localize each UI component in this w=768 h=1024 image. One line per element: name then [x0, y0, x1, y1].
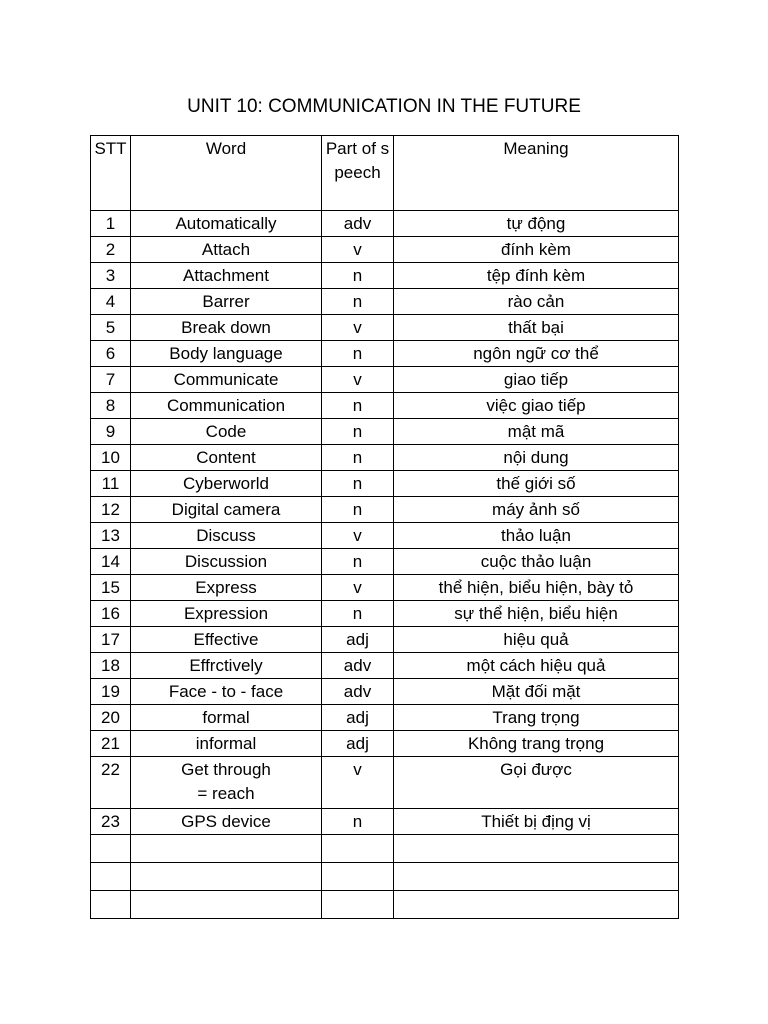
cell-word: Attachment [131, 263, 322, 289]
cell-stt: 13 [91, 523, 131, 549]
header-word: Word [131, 136, 322, 211]
cell-meaning: Trang trọng [394, 705, 679, 731]
cell-word: Automatically [131, 211, 322, 237]
cell-part-of-speech: n [322, 289, 394, 315]
cell-stt: 7 [91, 367, 131, 393]
cell-word: Break down [131, 315, 322, 341]
cell-meaning: máy ảnh số [394, 497, 679, 523]
cell-word [131, 863, 322, 891]
table-row [91, 419, 679, 445]
table-row [91, 627, 679, 653]
cell-stt [91, 891, 131, 919]
table-row [91, 891, 679, 919]
cell-meaning: ngôn ngữ cơ thể [394, 341, 679, 367]
table-row [91, 809, 679, 835]
table-row [91, 211, 679, 237]
cell-meaning: mật mã [394, 419, 679, 445]
cell-stt: 17 [91, 627, 131, 653]
cell-part-of-speech: n [322, 497, 394, 523]
cell-stt: 21 [91, 731, 131, 757]
table-row [91, 679, 679, 705]
cell-meaning: thế giới số [394, 471, 679, 497]
table-row [91, 471, 679, 497]
cell-meaning [394, 835, 679, 863]
cell-meaning: giao tiếp [394, 367, 679, 393]
cell-stt: 15 [91, 575, 131, 601]
table-row [91, 367, 679, 393]
cell-part-of-speech: v [322, 237, 394, 263]
cell-meaning: hiệu quả [394, 627, 679, 653]
cell-stt: 5 [91, 315, 131, 341]
cell-meaning: Gọi được [394, 757, 679, 809]
table-row [91, 315, 679, 341]
cell-part-of-speech: v [322, 523, 394, 549]
cell-word: formal [131, 705, 322, 731]
cell-part-of-speech: v [322, 757, 394, 809]
cell-part-of-speech [322, 891, 394, 919]
cell-meaning: việc giao tiếp [394, 393, 679, 419]
table-row [91, 835, 679, 863]
cell-word [131, 891, 322, 919]
cell-meaning: thất bại [394, 315, 679, 341]
cell-stt: 1 [91, 211, 131, 237]
cell-meaning: Không trang trọng [394, 731, 679, 757]
cell-part-of-speech: adv [322, 211, 394, 237]
cell-stt: 4 [91, 289, 131, 315]
cell-stt: 19 [91, 679, 131, 705]
cell-word: Code [131, 419, 322, 445]
cell-word: Get through = reach [131, 757, 322, 809]
table-row [91, 575, 679, 601]
table-row [91, 731, 679, 757]
cell-part-of-speech: adv [322, 679, 394, 705]
cell-meaning: cuộc thảo luận [394, 549, 679, 575]
cell-meaning [394, 863, 679, 891]
cell-word: Effective [131, 627, 322, 653]
cell-meaning: sự thể hiện, biểu hiện [394, 601, 679, 627]
cell-part-of-speech: n [322, 419, 394, 445]
cell-word: Communicate [131, 367, 322, 393]
cell-part-of-speech: adj [322, 627, 394, 653]
cell-stt: 3 [91, 263, 131, 289]
cell-part-of-speech: n [322, 445, 394, 471]
cell-meaning: nội dung [394, 445, 679, 471]
header-meaning: Meaning [394, 136, 679, 211]
table-row [91, 393, 679, 419]
cell-part-of-speech [322, 835, 394, 863]
header-stt: STT [91, 136, 131, 211]
cell-word: Face - to - face [131, 679, 322, 705]
cell-word: Expression [131, 601, 322, 627]
table-row [91, 653, 679, 679]
cell-word: Barrer [131, 289, 322, 315]
vocabulary-table [90, 135, 679, 919]
cell-meaning: thể hiện, biểu hiện, bày tỏ [394, 575, 679, 601]
cell-stt: 14 [91, 549, 131, 575]
cell-part-of-speech: v [322, 575, 394, 601]
cell-stt: 20 [91, 705, 131, 731]
cell-stt: 11 [91, 471, 131, 497]
cell-part-of-speech: n [322, 393, 394, 419]
cell-meaning: Mặt đối mặt [394, 679, 679, 705]
table-row [91, 289, 679, 315]
cell-stt: 22 [91, 757, 131, 809]
table-row [91, 863, 679, 891]
table-row [91, 757, 679, 809]
cell-word: Discussion [131, 549, 322, 575]
cell-word: Content [131, 445, 322, 471]
cell-part-of-speech: adv [322, 653, 394, 679]
cell-meaning: rào cản [394, 289, 679, 315]
cell-part-of-speech: adj [322, 705, 394, 731]
cell-part-of-speech: n [322, 341, 394, 367]
cell-stt: 12 [91, 497, 131, 523]
page-title: UNIT 10: COMMUNICATION IN THE FUTURE [187, 96, 581, 117]
cell-stt: 16 [91, 601, 131, 627]
cell-word: Communication [131, 393, 322, 419]
cell-meaning [394, 891, 679, 919]
table-row [91, 549, 679, 575]
cell-part-of-speech: n [322, 263, 394, 289]
cell-stt: 18 [91, 653, 131, 679]
cell-word: Effrctively [131, 653, 322, 679]
cell-word: Attach [131, 237, 322, 263]
table-row [91, 341, 679, 367]
cell-word: Digital camera [131, 497, 322, 523]
cell-part-of-speech: n [322, 549, 394, 575]
cell-part-of-speech: n [322, 809, 394, 835]
cell-part-of-speech [322, 863, 394, 891]
table-row [91, 263, 679, 289]
cell-meaning: tự động [394, 211, 679, 237]
cell-stt: 9 [91, 419, 131, 445]
cell-word: Body language [131, 341, 322, 367]
cell-stt: 10 [91, 445, 131, 471]
cell-stt: 23 [91, 809, 131, 835]
cell-word: Cyberworld [131, 471, 322, 497]
cell-part-of-speech: n [322, 471, 394, 497]
table-row [91, 601, 679, 627]
cell-stt: 8 [91, 393, 131, 419]
cell-word: GPS device [131, 809, 322, 835]
table-row [91, 523, 679, 549]
table-row [91, 237, 679, 263]
table-row [91, 497, 679, 523]
cell-stt [91, 863, 131, 891]
cell-word: Express [131, 575, 322, 601]
cell-word: Discuss [131, 523, 322, 549]
cell-word [131, 835, 322, 863]
table-row [91, 445, 679, 471]
table-header-row [91, 136, 679, 211]
cell-meaning: thảo luận [394, 523, 679, 549]
cell-meaning: một cách hiệu quả [394, 653, 679, 679]
cell-part-of-speech: adj [322, 731, 394, 757]
cell-meaning: Thiết bị địng vị [394, 809, 679, 835]
cell-part-of-speech: n [322, 601, 394, 627]
cell-part-of-speech: v [322, 315, 394, 341]
cell-stt [91, 835, 131, 863]
cell-stt: 2 [91, 237, 131, 263]
cell-word: informal [131, 731, 322, 757]
table-body [91, 211, 679, 919]
cell-meaning: tệp đính kèm [394, 263, 679, 289]
cell-stt: 6 [91, 341, 131, 367]
header-part-of-speech: Part of speech [322, 136, 394, 211]
table-row [91, 705, 679, 731]
cell-meaning: đính kèm [394, 237, 679, 263]
cell-part-of-speech: v [322, 367, 394, 393]
